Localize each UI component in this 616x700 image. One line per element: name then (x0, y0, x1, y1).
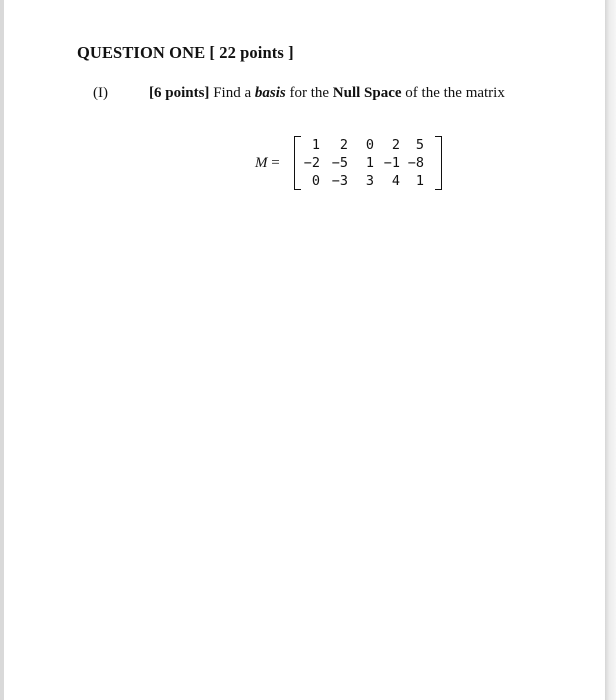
matrix-row (302, 154, 424, 172)
equals-sign: = (267, 155, 280, 171)
matrix-right-bracket (435, 136, 442, 190)
matrix-cell: −2 (303, 155, 320, 171)
matrix-cell: 5 (415, 137, 424, 153)
question-heading: QUESTION ONE [ 22 points ] (77, 43, 294, 62)
points-label: [6 points] (149, 85, 210, 101)
page-right-edge (605, 0, 616, 700)
matrix-cell: 2 (391, 137, 400, 153)
matrix-cell: 0 (365, 137, 374, 153)
matrix-cell: −8 (407, 155, 424, 171)
matrix-cell: 4 (391, 173, 400, 189)
matrix-cell: 1 (311, 137, 320, 153)
matrix-left-bracket (294, 136, 301, 190)
basis-term: basis (254, 85, 286, 101)
null-space-term: Null Space (332, 85, 402, 101)
part-number: (I) (93, 85, 108, 101)
matrix-name: M (255, 155, 268, 171)
text-rest: of the the matrix (401, 85, 505, 101)
page-left-edge (0, 0, 4, 700)
matrix-cell: 1 (365, 155, 374, 171)
matrix-cell: 2 (339, 137, 348, 153)
matrix-cell: 1 (415, 173, 424, 189)
matrix-cell: −1 (383, 155, 400, 171)
matrix-cell: 0 (311, 173, 320, 189)
matrix-row (302, 172, 424, 190)
matrix (294, 134, 442, 192)
matrix-cells (302, 136, 424, 190)
matrix-row (302, 136, 424, 154)
text-for-the: for the (285, 85, 333, 101)
question-text (149, 84, 519, 102)
matrix-cell: 3 (365, 173, 374, 189)
matrix-cell: −3 (331, 173, 348, 189)
text-find: Find a (209, 85, 255, 101)
matrix-cell: −5 (331, 155, 348, 171)
matrix-label (255, 155, 280, 172)
